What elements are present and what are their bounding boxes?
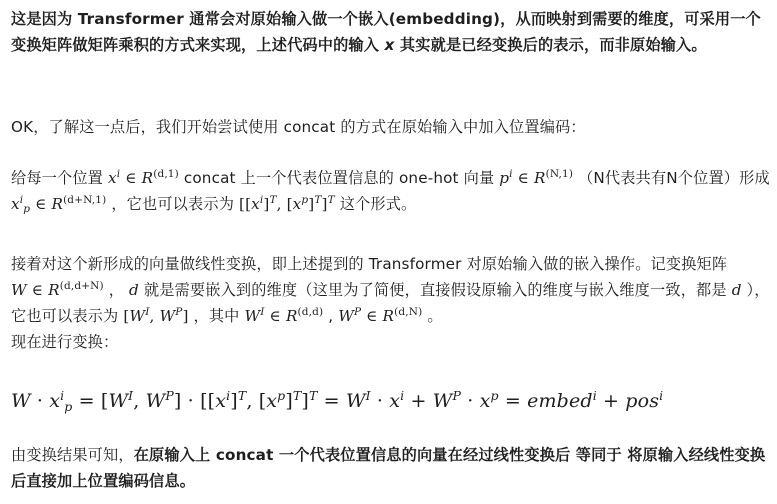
var-x: x (384, 36, 395, 54)
math-concat-form: [$[x^i]^T$, $[x^p]^T]^T$ (239, 194, 335, 213)
paragraph-onehot (11, 165, 771, 217)
p2-text: OK，了解这一点后，我们开始尝试使用 concat 的方式在原始输入中加入位置编码： (11, 118, 586, 136)
math-d: d (129, 281, 139, 299)
p6-text-b: 在原输入上 concat 一个代表位置信息的向量在经过线性变换后 等同于 将原输入经线性变换后直接加上位置编码信息。 (11, 446, 766, 490)
math-WI-WP: [$W^I$, $W^P$] (123, 306, 189, 325)
p4-text-a: 接着对这个新形成的向量做线性变换，即上述提到的 Transformer 对原始输入做的嵌入操作。记变换矩阵 (11, 255, 728, 273)
p4-text-h: 现在进行变换： (11, 333, 119, 351)
math-xpi-in-R: $x^i_p$ ∈ $R^{(d+N,1)}$ (11, 194, 107, 215)
display-equation (11, 386, 771, 416)
math-WI-in-R: $W^I$ ∈ R$^{(d,d)}$ (244, 306, 324, 325)
paragraph-concat-intro (11, 114, 771, 140)
p1-text-b: 其实就是已经变换后的表示，而非原始输入。 (394, 36, 707, 54)
p6-text-a: 由变换结果可知， (11, 446, 134, 464)
equation-transform: $W \cdot x^i_p = [W^I$, $W^P] \cdot [[x^i]^T$, $[x^p]^T]^T = W^I \cdot x^i + W^P \cdot x^p$ = embed$^i$ + pos$^i$ (11, 388, 664, 414)
p4-text-c: 就是需要嵌入到的维度（这里为了简便，直接假设原输入的维度与嵌入维度一致，都是 (138, 281, 732, 299)
p3-text-b: concat 上一个代表位置信息的 one-hot 向量 (178, 169, 500, 187)
math-pi-in-R: $p^i$ ∈ $R^{(N,1)}$ (499, 168, 574, 187)
p3-text-e: 这个形式。 (334, 195, 417, 213)
math-W-in-R: W ∈ $R^{(d,d+N)}$ (11, 280, 104, 299)
paragraph-linear-transform (11, 251, 771, 355)
p4-text-g: 。 (422, 307, 443, 325)
p4-text-e: ，其中 (188, 307, 245, 325)
p1-text-a: 这是因为 Transformer 通常会对原始输入做一个嵌入(embedding)，从而映射到需要的维度，可采用一个变换矩阵做矩阵乘积的方式来实现，上述代码中的输入 (11, 10, 761, 54)
p4-text-f: , (323, 307, 339, 325)
p3-text-a: 给每一个位置 (11, 169, 109, 187)
p4-text-b: ， (103, 281, 130, 299)
math-d-2: d (731, 281, 742, 299)
paragraph-conclusion (11, 442, 771, 494)
p4-text-d: ）， 它也可以表示为 (11, 281, 770, 325)
math-WP-in-R: $W^P$ ∈ $R^{(d,N)}$ (338, 306, 423, 325)
paragraph-embedding-explanation (11, 6, 771, 58)
math-xi-in-R: $x^i$ ∈ R$^{(d,1)}$ (108, 168, 179, 187)
p3-text-c: （N代表共有N个位置）形成 (573, 169, 770, 187)
p3-text-d: ，它也可以表示为 (106, 195, 240, 213)
